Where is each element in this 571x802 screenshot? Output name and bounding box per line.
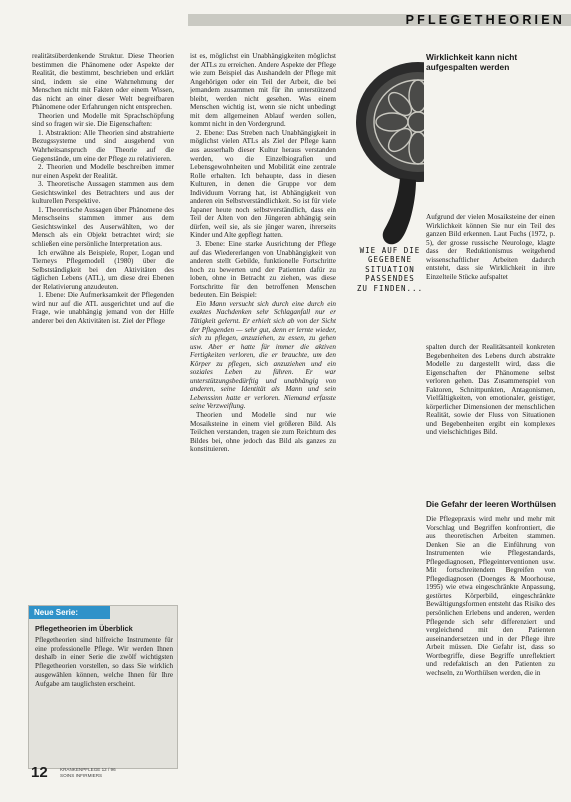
paragraph: Ich erwähne als Beispiele, Roper, Logan und Tierneys Pflegemodell (1980) über die Selbstständigkeit bei den Aktivitäten des täglichen Lebens (ATL), um diese drei Ebenen der Relativierung anzudeuten. — [32, 248, 174, 291]
paragraph: Theorien und Modelle sind nur wie Mosaiksteine in einem viel größeren Bild. Als Teilchen verstanden, tragen sie zum Reichtum des Bildes bei, ohne jedoch das Bild als ganzes zu konstituieren. — [190, 410, 336, 454]
column-3-bottom — [426, 515, 555, 781]
paragraph: 1. Abstraktion: Alle Theorien sind abstrahierte Bezugssysteme und sind ausgehend von Wahrheitsanspruch die Theorie auf die Gegenstände, um eine der Pflege zu relativieren. — [32, 128, 174, 163]
series-box — [28, 605, 178, 769]
paragraph: 2. Ebene: Das Streben nach Unabhängigkeit in möglichst vielen ATLs als Ziel der Pflege kann aus ausserhalb dieser Kultur heraus verstanden werden, wo die Einzelbiografien und Lebensgewohnheiten und Mobilität eine zentrale Rolle erhalten. Ich behaupte, dass in diesen Kulturen, in denen die Gruppe vor dem Individuum Vorrang hat, ist Abhängigkeit von anderen ein Selbstverständlichkeit. So ist für viele Japaner heute noch selbstverständlich, dass ein Teil der Alten von den Jüngeren abhängig sein dürfen, weil sie, als sie jünger waren, ihrerseits Kinder und Alte gepflegt hatten. — [190, 128, 336, 240]
page-number: 12 — [31, 764, 48, 781]
series-body: Pflegetheorien sind hilfreiche Instrumente für eine professionelle Pflege. Wir werden Ihnen deshalb in einer Serie die zwölf wichtigsten Pflegetheorien vorstellen, so dass Sie wirklich ausgewählen können, welche Ihnen für Ihre Aufgabe am tauglichsten erscheint. — [35, 636, 173, 688]
column-3-top — [426, 213, 555, 343]
paragraph: Die Pflegepraxis wird mehr und mehr mit Vorschlag und Begriffen konfrontiert, die aus theoretischen Arbeiten stammen. Denken Sie an die Einführung von Instrumenten wie Pflegestandards, Pflegediagnosen, Pflegeinterventionen usw. Mit fortschreitendem Begreifen von Pflegediagnosen (Doenges & Moorhouse, 1995) wie etwa eingeschränkte Anpassung, gestörtes Körperbild, eingeschränkte Bewältigungsformen entsteht das Risiko des persönlichen Erlebens und anderen, werden Pflegende sich sehr differenziert und vergleichend mit den Patienten auseinandersetzen und in der Pflege ihre Arbeit müssen. Die Gefahr ist, dass so Wortbegriffe, diese Begriffe unreflektiert und redefaktisch an den Patienten zu wechseln, zu Worthülsen werden, die in — [426, 515, 555, 677]
paragraph: ist es, möglichst ein Unabhängigkeiten möglichst der ATLs zu erreichen. Andere Aspekte der Pflege wie zum Beispiel das Aushandeln der Pflege mit Angehörigen oder ein Teil der Arbeit, die bei jemandem zusammen mit für ihn unterstützend bleibt, werden nicht gesehen. Was einem Menschen wichtig ist, wenn sie nicht unbedingt mit dem allgemeinen Ablauf werden sollen, kommt nicht in den Vordergrund. — [190, 52, 336, 129]
magazine-line-1: KRANKENPFLEGE 12 / 96 — [60, 767, 116, 772]
subheading: Die Gefahr der leeren Worthülsen — [426, 500, 556, 509]
paragraph: Aufgrund der vielen Mosaiksteine der einen Wirklichkeit können Sie nur ein Teil des ganzen Bild erkennen. Laut Fuchs (1972, p. 5), der grosse russische Neurologe, klagte dass der Reduktionismus weitgehend wissenschaftlicher Arbeiten dadurch entsteht, dass sie Wirklichkeit in ihre Einzelteile Stücke aufspaltet — [426, 213, 555, 281]
quote-paragraph: Ein Mann versucht sich durch eine durch ein exaktes Nachdenken sehr Schlaganfall nur er Tätigkeit gelernt. Er erhielt sich ab von der Sicht der Pflegenden — sehr gut, denn er lernte wieder, sich zu pflegen, anzuziehen, zu essen, zu gehen usw. Aber er hatte für immer die aktiven Fertigkeiten verloren, die er brauchte, um den Körper zu pflegen, sich anzuziehen und ein soziales Leben zu führen. Er war unterstützungsbedürftig und unabhängig von anderen, seine Identität als Mann und sein Lebenssinn hatte er verloren. Niemand erfasste seine Verzweiflung. — [190, 299, 336, 411]
column-3-middle — [426, 343, 555, 485]
magazine-line-2: SOINS INFIRMIERS — [60, 772, 103, 778]
column-2 — [190, 52, 336, 764]
side-headline — [426, 52, 555, 152]
side-headline-text: Wirklichkeit kann nicht aufgespalten werden — [426, 52, 518, 72]
image-caption: WIE AUF DIE GEGEBENE SITUATION PASSENDES ZU FINDEN... — [356, 246, 424, 293]
magazine-line — [60, 767, 210, 779]
paragraph: realitätsüberdenkende Struktur. Diese Theorien bestimmen die Phänomene oder Aspekte der Realität, die bestimmt, beschrieben und erklärt sind, indem sie eine Wahrnehmung der Menschen nicht mit Fakten oder einem Wissen, das nicht an einer dieser Welt begreifbaren Phänomene oder Erfahrungen nicht entsprechen. — [32, 52, 174, 112]
paragraph: 1. Ebene: Die Aufmerksamkeit der Pflegenden wird nur auf die ATL ausgerichtet und auf die Frage, wie unabhängig jemand von der Hilfe anderer bei den Aktivitäten ist. Ziel der Pflege — [32, 291, 174, 325]
paragraph: 3. Ebene: Eine starke Ausrichtung der Pflege auf das Wiedererlangen von Unabhängigkeit von anderen stellt Gebilde, funktionelle Fortschritte hoch zu bewerten und der Patienten dafür zu loben, ohne in Betracht zu ziehen, was diese Fortschritte für den betroffenen Menschen bedeuten. Ein Beispiel: — [190, 240, 336, 300]
series-title: Pflegetheorien im Überblick — [35, 624, 133, 633]
column-1 — [32, 52, 174, 605]
paragraph: 1. Theoretische Aussagen über Phänomene des Menschseins stammen immer aus dem Gesichtswinkel des Auserwählten, wo der Mensch als ein Objekt betrachtet wird; sie schließen eine persönliche Interpretation aus. — [32, 205, 174, 249]
paragraph: 2. Theorien und Modelle beschreiben immer nur einen Aspekt der Realität. — [32, 163, 174, 180]
section-title: PFLEGETHEORIEN — [405, 13, 565, 27]
paragraph: Theorien und Modelle mit Sprachschöpfung sind so fragen wir sie. Die Eigenschaften: — [32, 111, 174, 129]
paragraph: 3. Theoretische Aussagen stammen aus dem Gesichtswinkel des Betrachters und aus der kulturellen Perspektive. — [32, 180, 174, 206]
series-tab: Neue Serie: — [29, 606, 110, 619]
paragraph: spalten durch der Realitätsanteil konkreten Begebenheiten des Lebens durch abstrakte Modelle zu dargestellt wird, dass die Eigenschaften der Phänomene selbst verloren gehen. Das Zusammenspiel von Faktoren, Schnittpunkten, Antagonismen, Vielfältigkeiten, von emotionaler, geistiger, körperlicher Dimensionen der menschlichen Realität, sowie der Fluss von Situationen und Begebenheiten ergibt ein komplexes und vielschichtiges Bild. — [426, 343, 555, 437]
